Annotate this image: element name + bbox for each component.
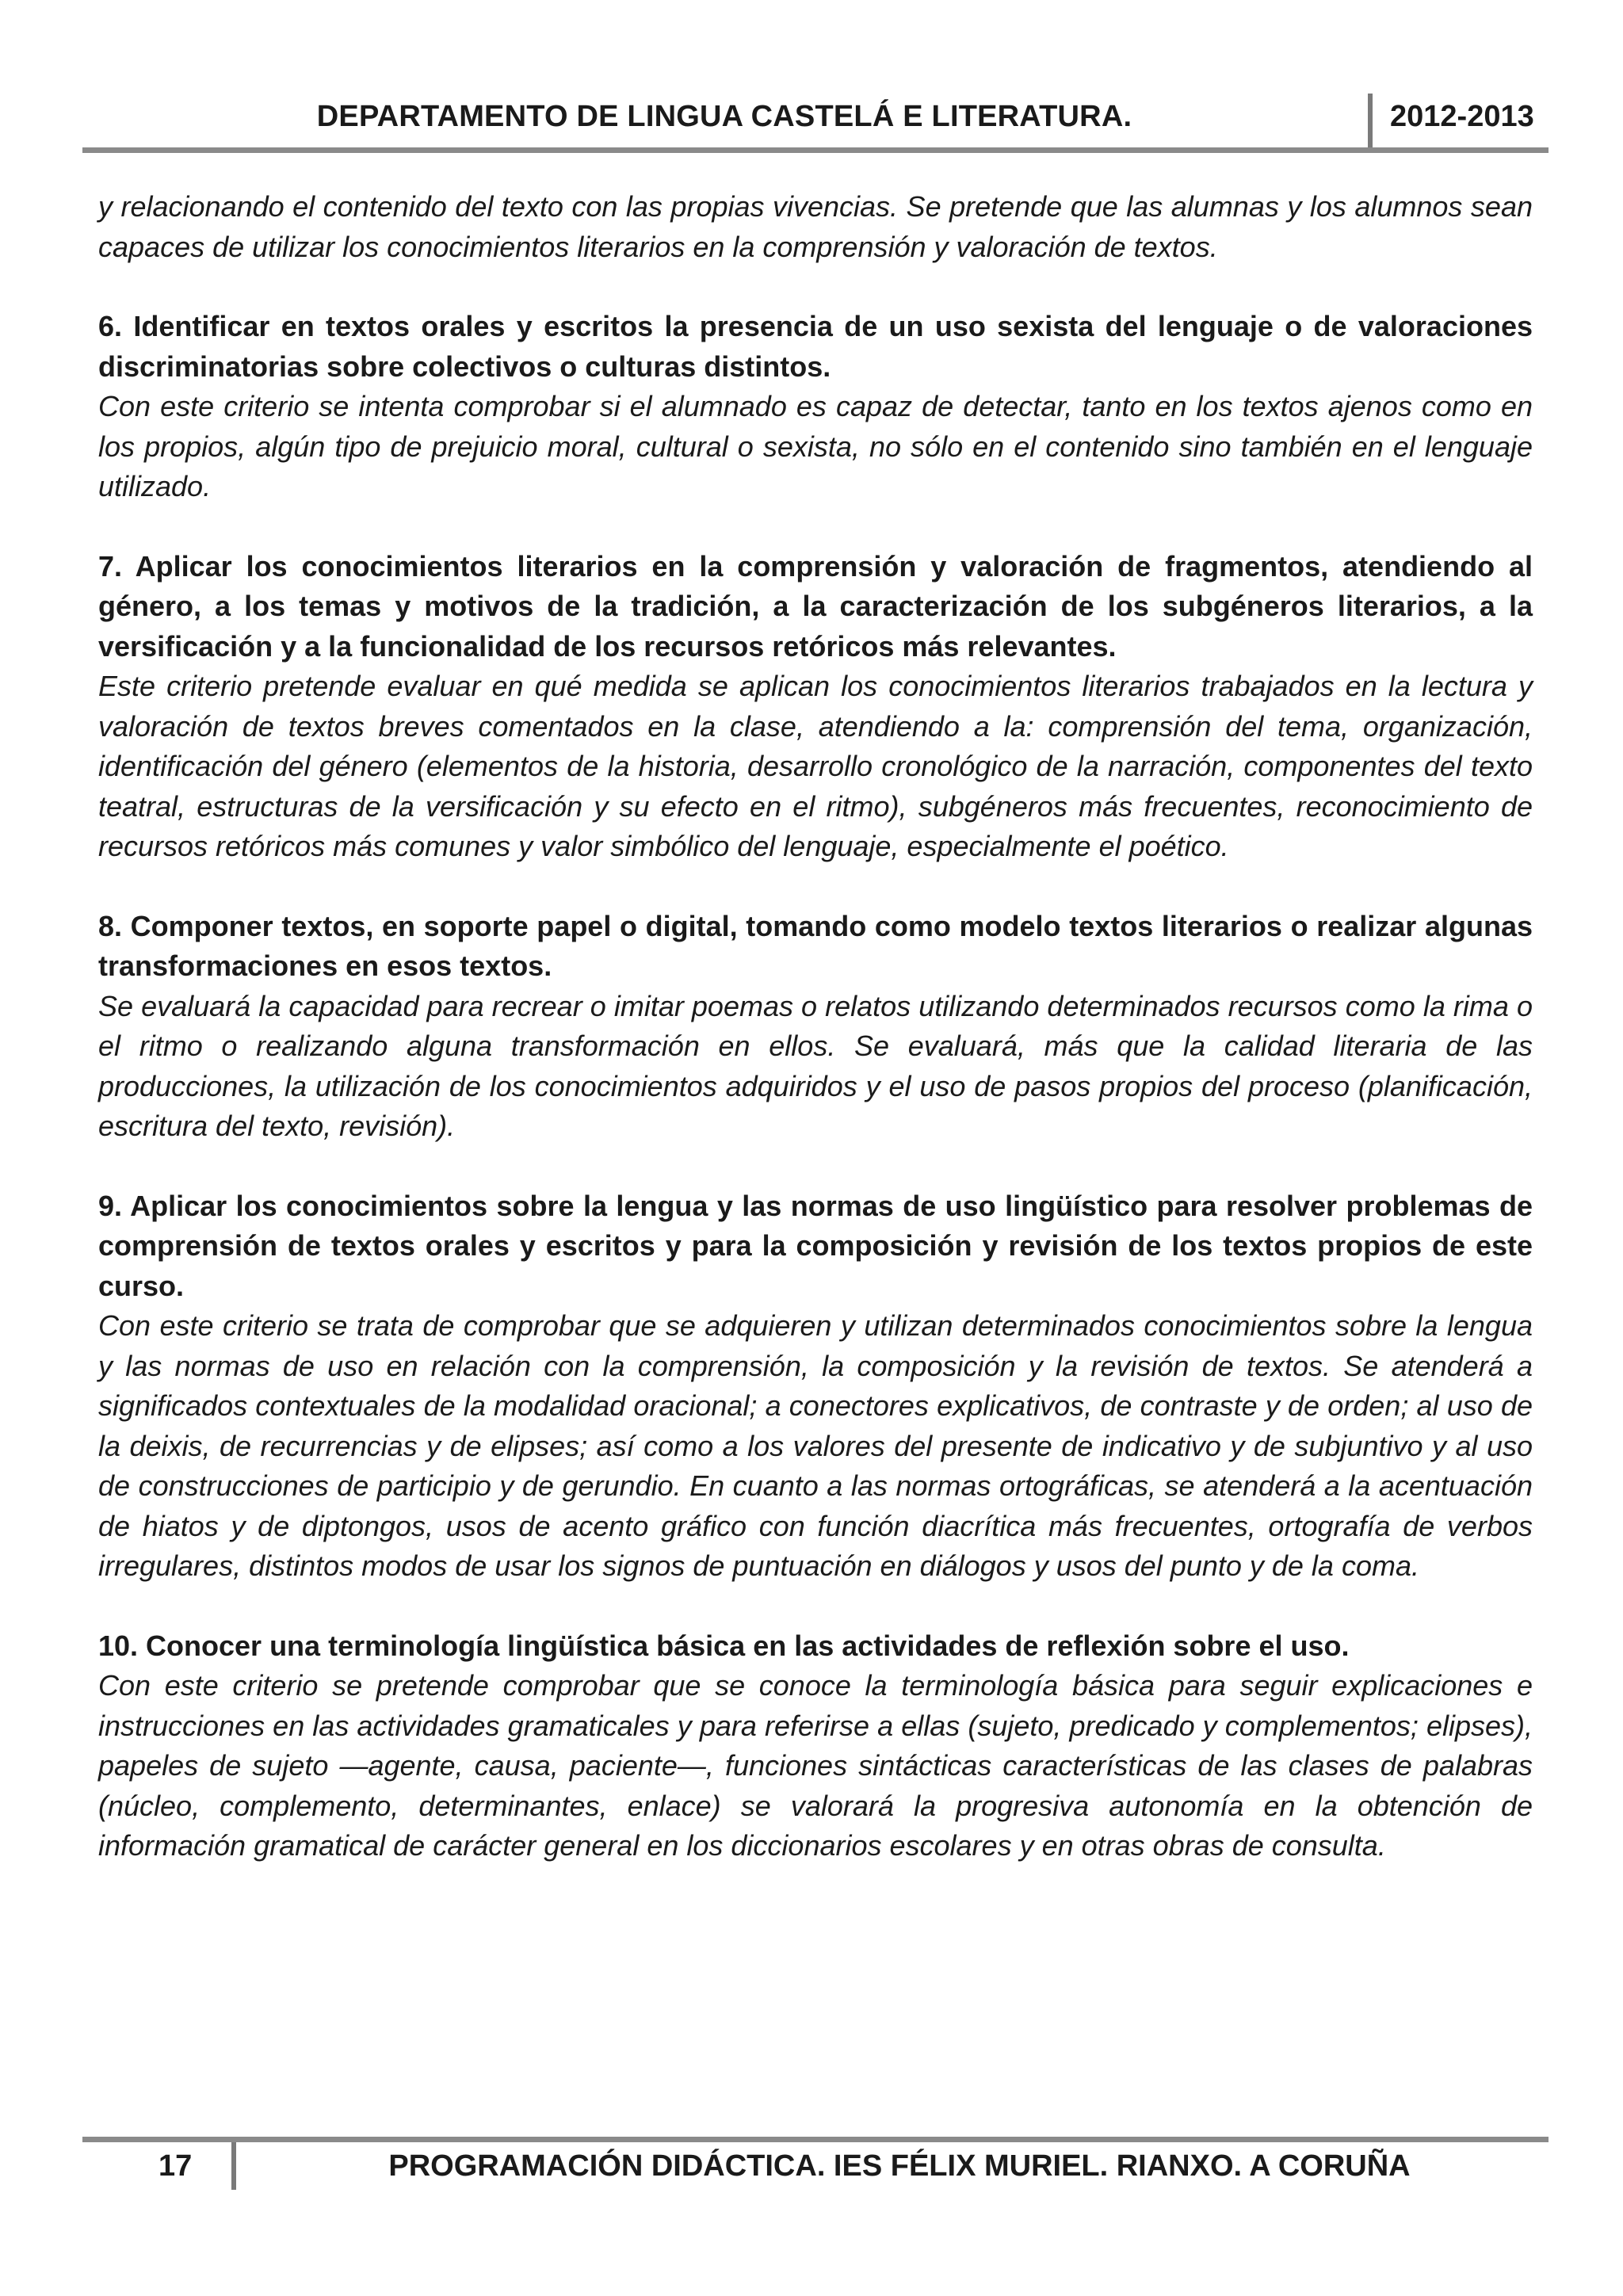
footer-rule xyxy=(82,2137,1549,2142)
criterion-title: 6. Identificar en textos orales y escritos la presencia de un uso sexista del lenguaje o de valoraciones discriminatorias sobre colectivos o culturas distintos. xyxy=(98,310,1533,383)
footer-divider xyxy=(231,2142,236,2190)
criterion-title: 10. Conocer una terminología lingüística básica en las actividades de reflexión sobre el uso. xyxy=(98,1629,1350,1662)
criterion-description: Con este criterio se pretende comprobar que se conoce la terminología básica para seguir explicaciones e instrucciones en las actividades gramaticales y para referirse a ellas (sujeto, predicado y complementos; elipses), papeles de sujeto —agente, causa, paciente—, funciones sintácticas características de las clases de palabras (núcleo, complemento, determinantes, enlace) se valorará la progresiva autonomía en la obtención de información gramatical de carácter general en los diccionarios escolares y en otras obras de consulta. xyxy=(98,1669,1533,1862)
intro-paragraph: y relacionando el contenido del texto con las propias vivencias. Se pretende que las alumnas y los alumnos sean capaces de utilizar los conocimientos literarios en la comprensión y valoración de textos. xyxy=(98,190,1533,263)
document-body xyxy=(98,187,1533,1866)
criterion-description: Este criterio pretende evaluar en qué medida se aplican los conocimientos literarios trabajados en la lectura y valoración de textos breves comentados en la clase, atendiendo a la: comprensión del tema, organización, identificación del género (elementos de la historia, desarrollo cronológico de la narración, componentes del texto teatral, estructuras de la versificación y su efecto en el ritmo), subgéneros más frecuentes, reconocimiento de recursos retóricos más comunes y valor simbólico del lenguaje, especialmente el poético. xyxy=(98,670,1533,862)
criterion-10 xyxy=(98,1626,1533,1866)
criterion-description: Con este criterio se trata de comprobar que se adquieren y utilizan determinados conocimientos sobre la lengua y las normas de uso en relación con la comprensión, la composición y la revisión de textos. Se atenderá a significados contextuales de la modalidad oracional; a conectores explicativos, de contraste y de orden; al uso de la deixis, de recurrencias y de elipses; así como a los valores del presente de indicativo y de subjuntivo y al uso de construcciones de participio y de gerundio. En cuanto a las normas ortográficas, se atenderá a la acentuación de hiatos y de diptongos, usos de acento gráfico con función diacrítica más frecuentes, ortografía de verbos irregulares, distintos modos de usar los signos de puntuación en diálogos y usos del punto y de la coma. xyxy=(98,1309,1533,1582)
page-number: 17 xyxy=(158,2149,193,2183)
header-title: DEPARTAMENTO DE LINGUA CASTELÁ E LITERATURA. xyxy=(316,100,1132,133)
criterion-6 xyxy=(98,307,1533,507)
page-header xyxy=(82,94,1549,149)
criterion-9 xyxy=(98,1186,1533,1587)
criterion-title: 7. Aplicar los conocimientos literarios en la comprensión y valoración de fragmentos, atendiendo al género, a los temas y motivos de la tradición, a la caracterización de los subgéneros literarios, a la versificación y a la funcionalidad de los recursos retóricos más relevantes. xyxy=(98,549,1533,663)
footer-text: PROGRAMACIÓN DIDÁCTICA. IES FÉLIX MURIEL. RIANXO. A CORUÑA xyxy=(388,2149,1411,2183)
header-divider xyxy=(1368,94,1373,149)
criterion-7 xyxy=(98,547,1533,867)
criterion-description: Se evaluará la capacidad para recrear o imitar poemas o relatos utilizando determinados recursos como la rima o el ritmo o realizando alguna transformación en ellos. Se evaluará, más que la calidad literaria de las producciones, la utilización de los conocimientos adquiridos y el uso de pasos propios del proceso (planificación, escritura del texto, revisión). xyxy=(98,989,1533,1142)
criterion-title: 9. Aplicar los conocimientos sobre la lengua y las normas de uso lingüístico para resolver problemas de comprensión de textos orales y escritos y para la composición y revisión de los textos propios de este curso. xyxy=(98,1189,1533,1302)
header-year: 2012-2013 xyxy=(1390,100,1534,133)
criterion-8 xyxy=(98,907,1533,1147)
criterion-title: 8. Componer textos, en soporte papel o digital, tomando como modelo textos literarios o realizar algunas transformaciones en esos textos. xyxy=(98,909,1533,982)
criterion-description: Con este criterio se intenta comprobar si el alumnado es capaz de detectar, tanto en los textos ajenos como en los propios, algún tipo de prejuicio moral, cultural o sexista, no sólo en el contenido sino también en el lenguaje utilizado. xyxy=(98,390,1533,502)
header-rule xyxy=(82,147,1549,153)
